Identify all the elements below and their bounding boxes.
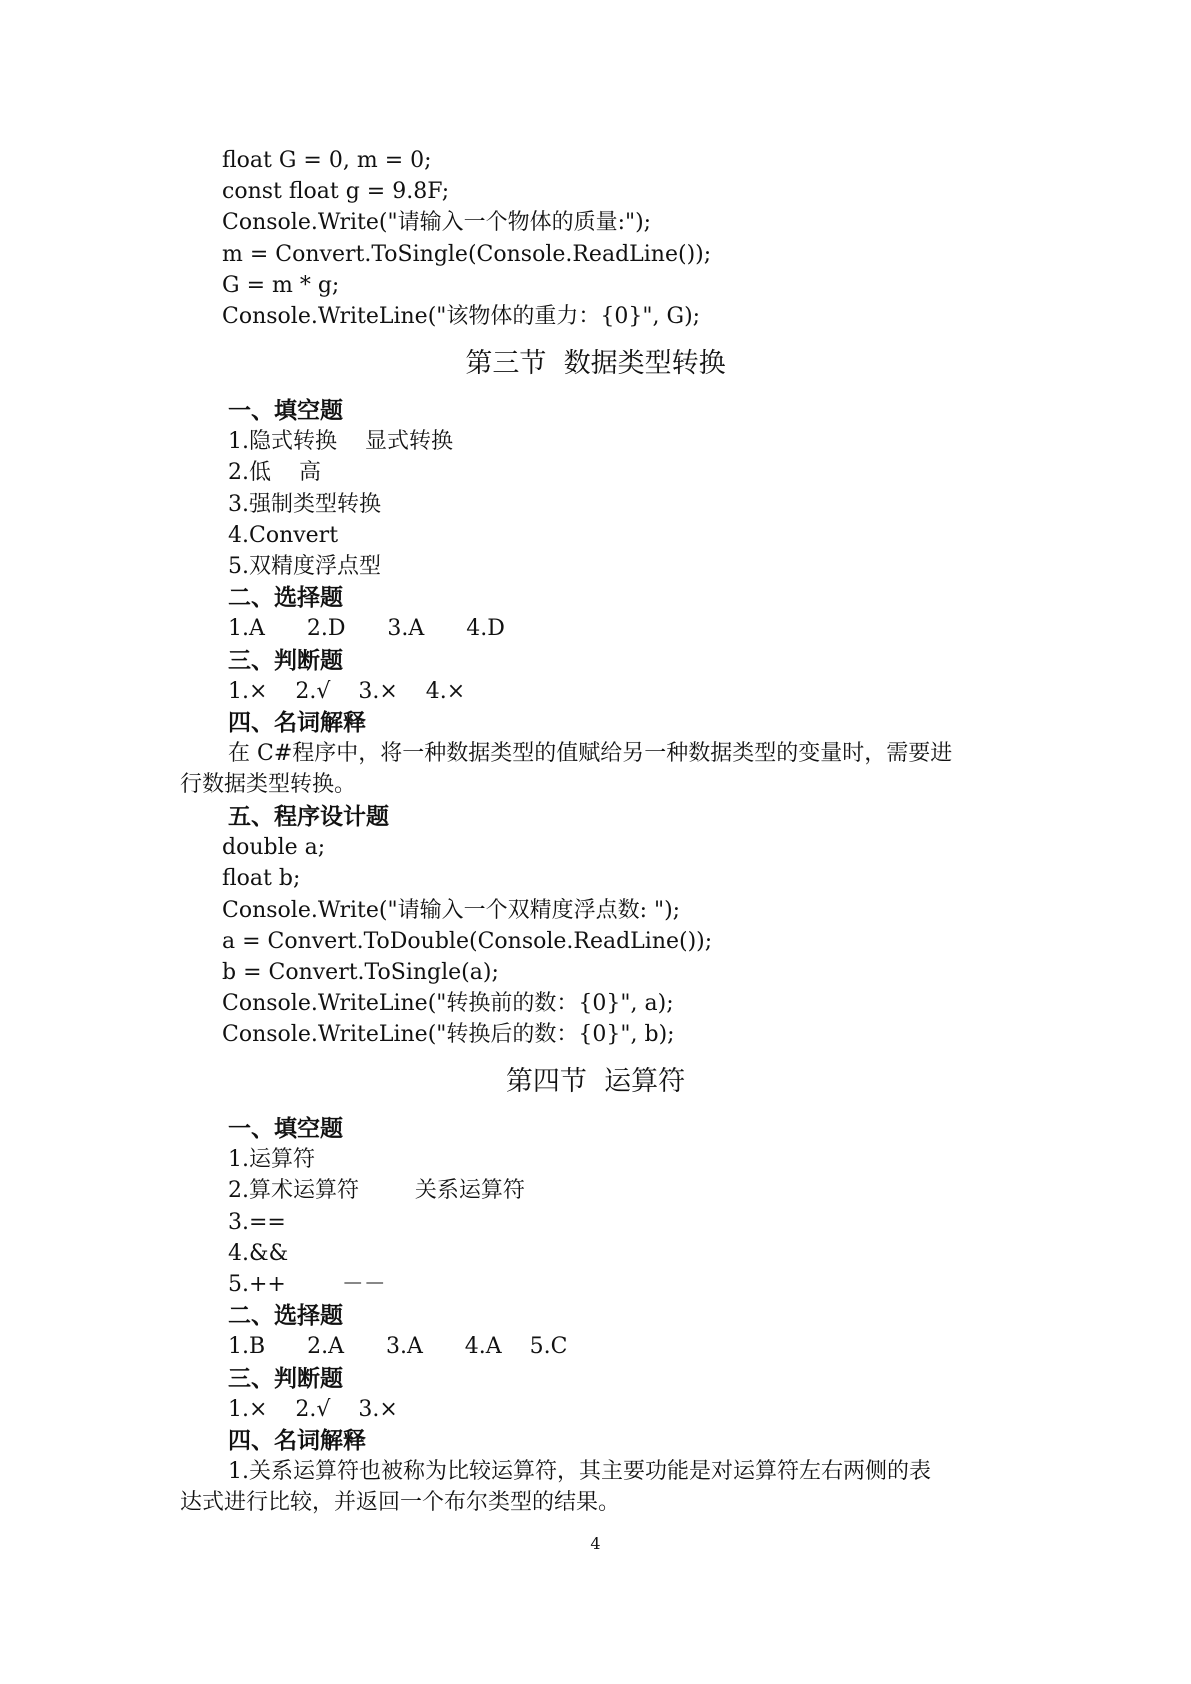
page-number: 4 — [590, 1534, 601, 1553]
subheading-choice: 二、选择题 — [228, 584, 343, 611]
subheading-program: 五、程序设计题 — [228, 803, 389, 830]
answer-line: 1.× 2.√ 3.× — [228, 1397, 398, 1422]
code-line: Console.Write("请输入一个双精度浮点数: "); — [222, 898, 681, 923]
answer-line: 2.低 高 — [228, 460, 321, 485]
answer-line: 3.== — [228, 1210, 286, 1235]
answer-line: 3.强制类型转换 — [228, 492, 381, 517]
paragraph-line: 在 C#程序中，将一种数据类型的值赋给另一种数据类型的变量时，需要进 — [228, 741, 953, 766]
answer-line: 4.&& — [228, 1241, 289, 1266]
answer-line: 1.运算符 — [228, 1147, 315, 1172]
code-line: Console.WriteLine("转换前的数：{0}", a); — [222, 991, 674, 1016]
code-line: float b; — [222, 866, 301, 891]
section-title: 第三节 数据类型转换 — [465, 348, 726, 379]
answer-line: 4.Convert — [228, 523, 339, 548]
subheading-judge: 三、判断题 — [228, 647, 343, 674]
code-line: Console.WriteLine("该物体的重力：{0}", G); — [222, 304, 701, 329]
code-line: b = Convert.ToSingle(a); — [222, 960, 499, 985]
code-line: double a; — [222, 835, 326, 860]
subheading-fill: 一、填空题 — [228, 397, 343, 424]
subheading-fill: 一、填空题 — [228, 1115, 343, 1142]
answer-line: 2.算术运算符 关系运算符 — [228, 1178, 525, 1203]
answer-line: 1.× 2.√ 3.× 4.× — [228, 679, 466, 704]
subheading-term: 四、名词解释 — [228, 1427, 366, 1454]
answer-line: 5.++ －－ — [228, 1272, 386, 1297]
code-line: const float g = 9.8F; — [222, 179, 450, 204]
answer-line: 1.B 2.A 3.A 4.A 5.C — [228, 1334, 568, 1359]
code-line: Console.WriteLine("转换后的数：{0}", b); — [222, 1022, 675, 1047]
code-line: m = Convert.ToSingle(Console.ReadLine()); — [222, 242, 712, 267]
paragraph-line: 1.关系运算符也被称为比较运算符，其主要功能是对运算符左右两侧的表 — [228, 1459, 931, 1484]
code-line: float G = 0, m = 0; — [222, 148, 432, 173]
code-line: G = m * g; — [222, 273, 340, 298]
code-line: Console.Write("请输入一个物体的质量:"); — [222, 210, 652, 235]
paragraph-line: 行数据类型转换。 — [180, 772, 357, 797]
subheading-choice: 二、选择题 — [228, 1302, 343, 1329]
answer-line: 1.A 2.D 3.A 4.D — [228, 616, 505, 641]
code-line: a = Convert.ToDouble(Console.ReadLine()); — [222, 929, 713, 954]
answer-line: 5.双精度浮点型 — [228, 554, 381, 579]
subheading-judge: 三、判断题 — [228, 1365, 343, 1392]
answer-line: 1.隐式转换 显式转换 — [228, 429, 453, 454]
paragraph-line: 达式进行比较，并返回一个布尔类型的结果。 — [180, 1490, 621, 1515]
subheading-term: 四、名词解释 — [228, 709, 366, 736]
section-title: 第四节 运算符 — [505, 1066, 686, 1097]
